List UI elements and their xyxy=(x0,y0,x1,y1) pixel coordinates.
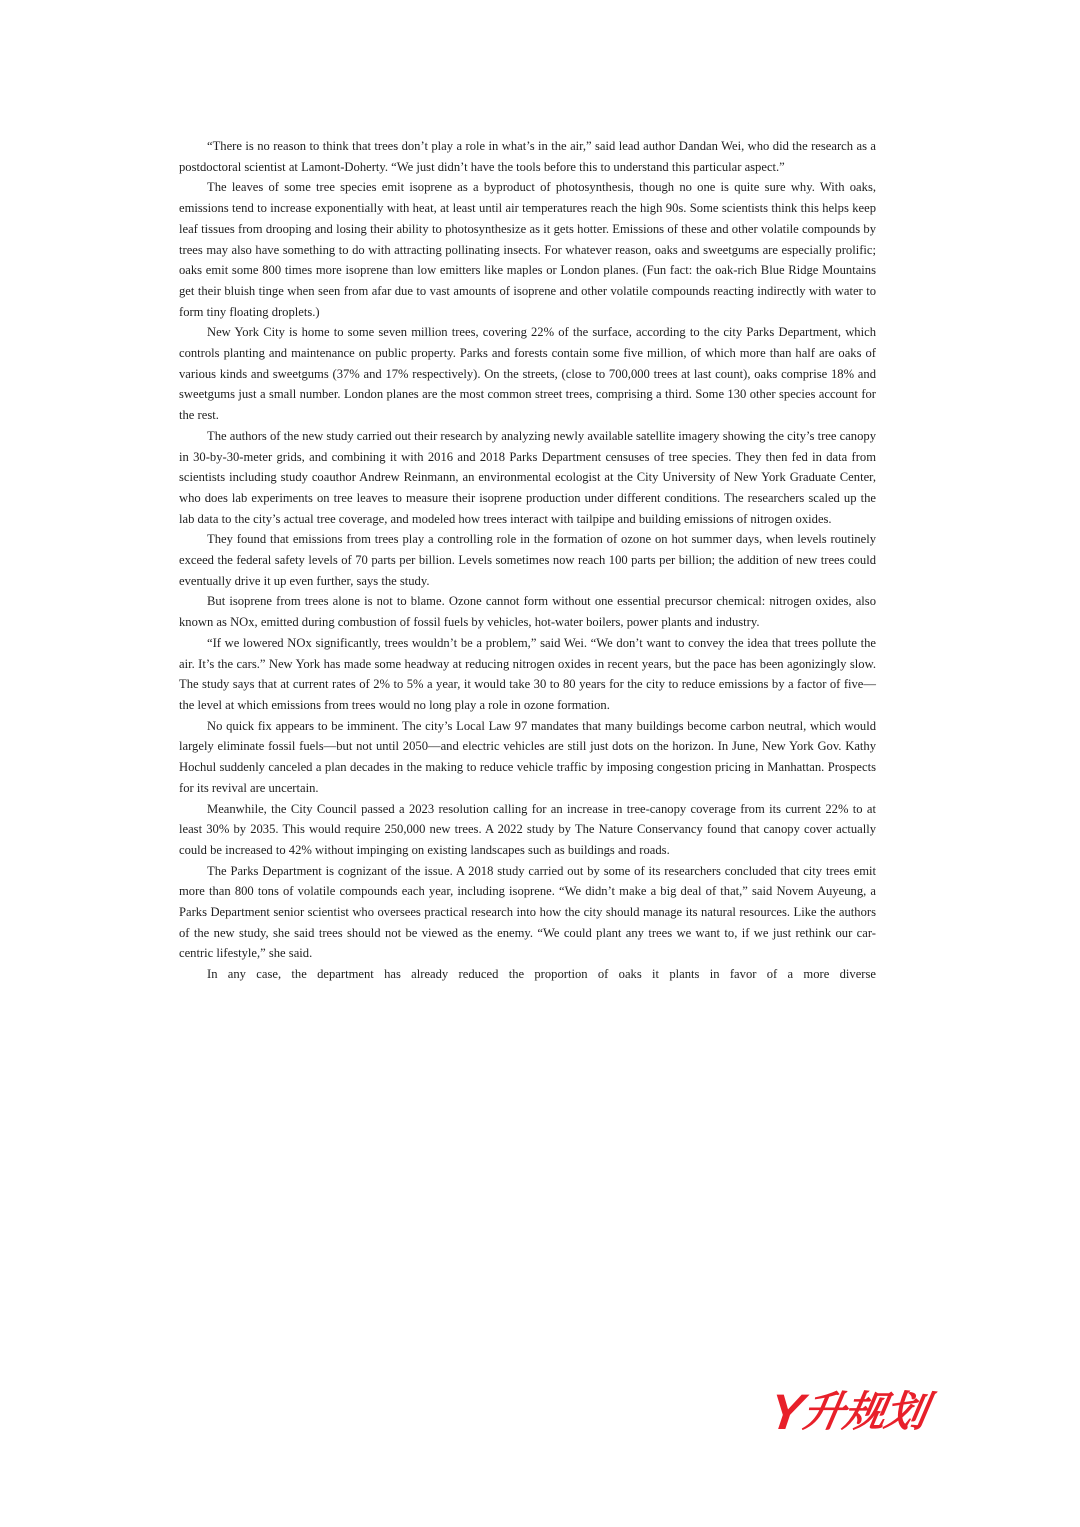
paragraph-4: The authors of the new study carried out their research by analyzing newly available satellite imagery showing the city’s tree canopy in 30-by-30-meter grids, and combining it with 2016 and 2018 Parks Department censuses of tree species. They then fed in data from scientists including study coauthor Andrew Reinmann, an environmental ecologist at the City University of New York Graduate Center, who does lab experiments on tree leaves to measure their isoprene production under different conditions. The researchers scaled up the lab data to the city’s actual tree coverage, and modeled how trees interact with tailpipe and building emissions of nitrogen oxides. xyxy=(179,428,876,526)
paragraph-6: But isoprene from trees alone is not to blame. Ozone cannot form without one essential precursor chemical: nitrogen oxides, also known as NOx, emitted during combustion of fossil fuels by vehicles, hot-water boilers, power plants and industry. xyxy=(179,594,876,630)
paragraph-7: “If we lowered NOx significantly, trees wouldn’t be a problem,” said Wei. “We don’t want to convey the idea that trees pollute the air. It’s the cars.” New York has made some headway at reducing nitrogen oxides in recent years, but the pace has been agonizingly slow. The study says that at current rates of 2% to 5% a year, it would take 30 to 80 years for the city to reduce emissions by a factor of five—the level at which emissions from trees would no long play a role in ozone formation. xyxy=(179,635,876,712)
paragraph-11: In any case, the department has already reduced the proportion of oaks it plants in favor of a more diverse xyxy=(207,967,876,982)
paragraph-8: No quick fix appears to be imminent. The city’s Local Law 97 mandates that many buildings become carbon neutral, which would largely eliminate fossil fuels—but not until 2050—and electric vehicles are still just dots on the horizon. In June, New York Gov. Kathy Hochul suddenly canceled a plan decades in the making to reduce vehicle traffic by imposing congestion pricing in Manhattan. Prospects for its revival are uncertain. xyxy=(179,718,876,795)
paragraph-1: “There is no reason to think that trees don’t play a role in what’s in the air,” said lead author Dandan Wei, who did the research as a postdoctoral scientist at Lamont-Doherty. “We just didn’t have the tools before this to understand this particular aspect.” xyxy=(179,139,876,174)
article-body xyxy=(179,136,876,985)
paragraph-5: They found that emissions from trees play a controlling role in the formation of ozone on hot summer days, when levels routinely exceed the federal safety levels of 70 parts per billion. Levels sometimes now reach 100 parts per billion; the addition of new trees could eventually drive it up even further, says the study. xyxy=(179,532,876,588)
paragraph-9: Meanwhile, the City Council passed a 2023 resolution calling for an increase in tree-canopy coverage from its current 22% to at least 30% by 2035. This would require 250,000 new trees. A 2022 study by The Nature Conservancy found that canopy cover actually could be increased to 42% without impinging on existing landscapes such as buildings and roads. xyxy=(179,801,876,857)
paragraph-3: New York City is home to some seven million trees, covering 22% of the surface, according to the city Parks Department, which controls planting and maintenance on public property. Parks and forests contain some five million, of which more than half are oaks of various kinds and sweetgums (37% and 17% respectively). On the streets, (close to 700,000 trees at last count), oaks comprise 18% and sweetgums just a small number. London planes are the most common street trees, comprising a third. Some 130 other species account for the rest. xyxy=(179,325,876,423)
paragraph-10: The Parks Department is cognizant of the issue. A 2018 study carried out by some of its researchers concluded that city trees emit more than 800 tons of volatile compounds each year, including isoprene. “We didn’t make a big deal of that,” said Novem Auyeung, a Parks Department senior scientist who oversees practical research into how the city should manage its natural resources. Like the authors of the new study, she said trees should not be viewed as the enemy. “We could plant any trees we want to, if we just rethink our car-centric lifestyle,” she said. xyxy=(179,863,876,961)
brand-logo xyxy=(766,1384,1002,1440)
logo-text: 升规划 xyxy=(799,1387,931,1436)
paragraph-2: The leaves of some tree species emit isoprene as a byproduct of photosynthesis, though no one is quite sure why. With oaks, emissions tend to increase exponentially with heat, at least until air temperatures reach the high 90s. Some scientists think this helps keep leaf tissues from drooping and losing their ability to photosynthesize as it gets hotter. Emissions of these and other volatile compounds by trees may also have something to do with attracting pollinating insects. For whatever reason, oaks and sweetgums are especially prolific; oaks emit some 800 times more isoprene than low emitters like maples or London planes. (Fun fact: the oak-rich Blue Ridge Mountains get their bluish tinge when seen from afar due to vast amounts of isoprene and other volatile compounds reacting indirectly with water to form tiny floating droplets.) xyxy=(179,180,876,319)
logo-mark: Y xyxy=(766,1384,806,1440)
